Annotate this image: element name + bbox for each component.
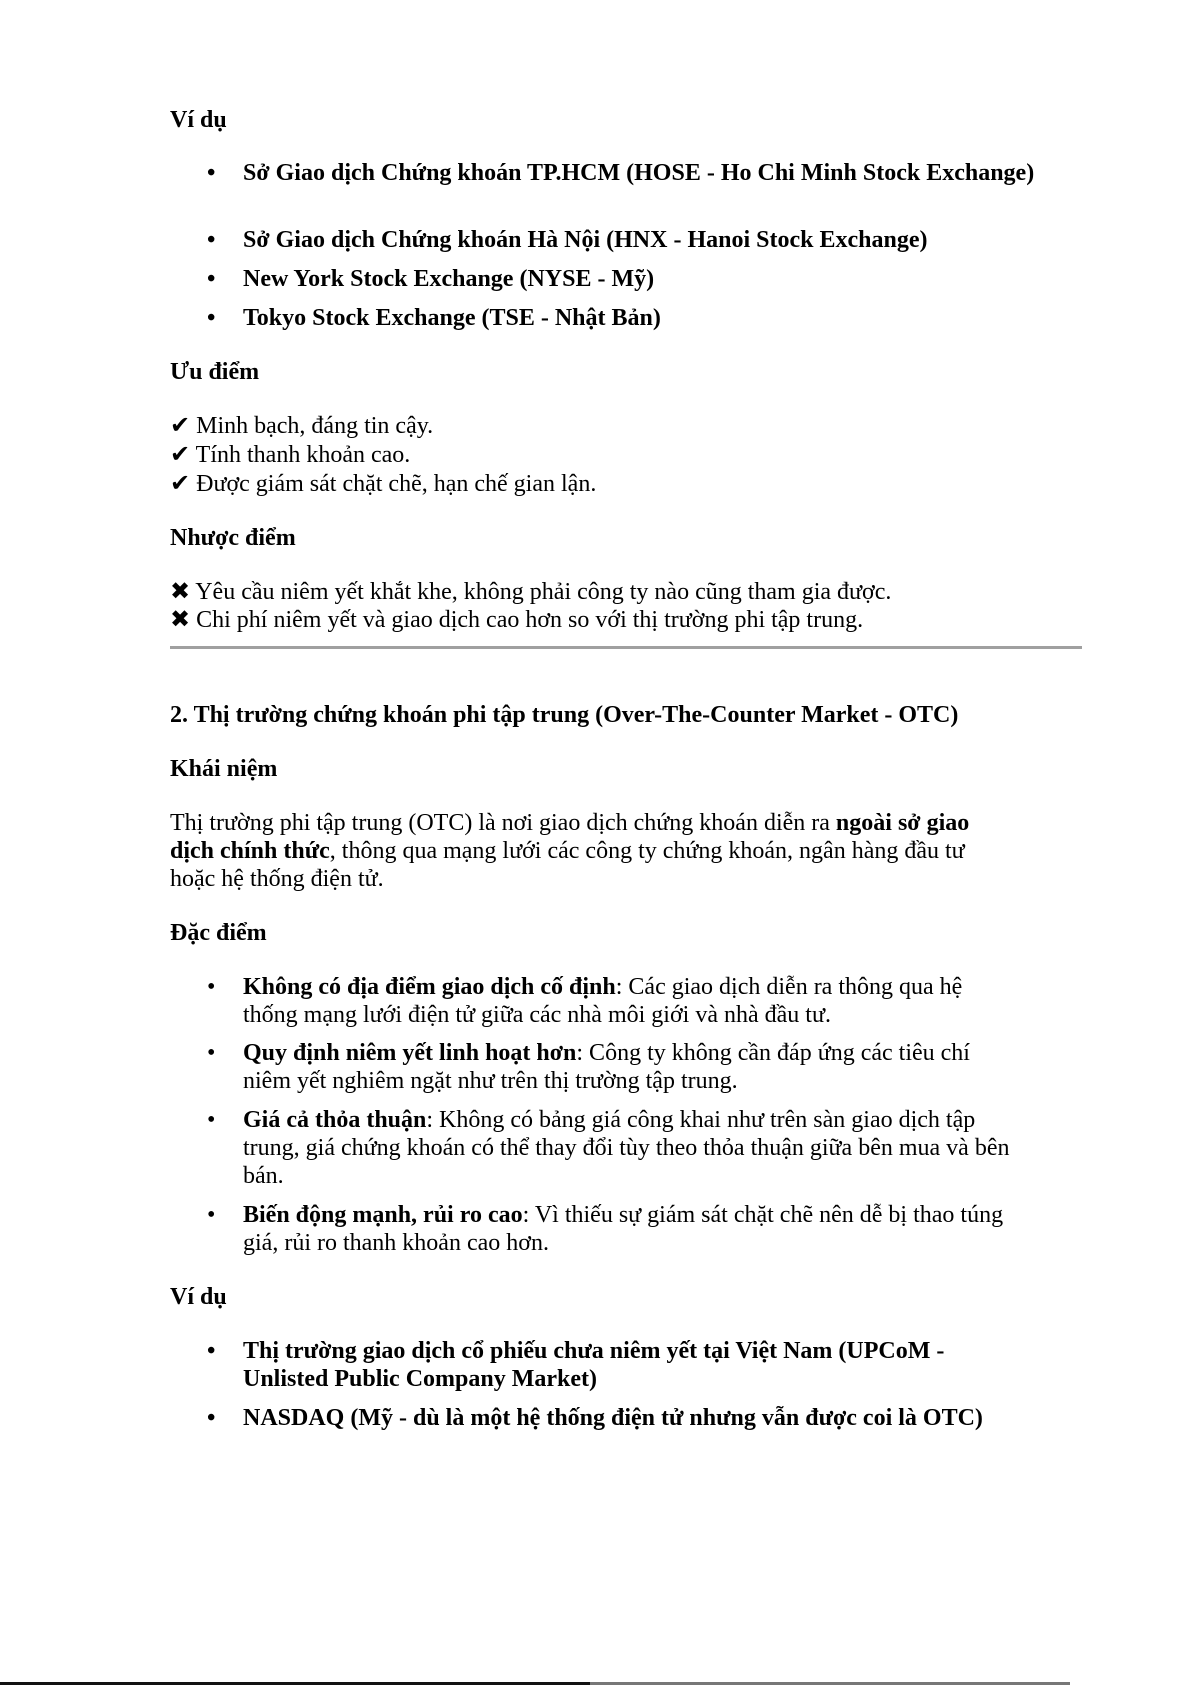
examples-heading: Ví dụ <box>170 1284 227 1310</box>
feature-title: Giá cả thỏa thuận <box>243 1107 427 1133</box>
feature-text: : Các giao dịch diễn ra thông qua hệ thống mạng lưới điện tử giữa các nhà môi giới và nhà đầu tư. <box>243 974 963 1028</box>
divider <box>170 646 1082 649</box>
features-heading: Đặc điểm <box>170 920 267 946</box>
feature-item <box>243 973 1003 1029</box>
examples-heading: Ví dụ <box>170 107 227 133</box>
feature-item <box>243 1106 1033 1190</box>
list-item: • NASDAQ (Mỹ - dù là một hệ thống điện tử nhưng vẫn được coi là OTC) <box>243 1404 1043 1432</box>
feature-text: : Vì thiếu sự giám sát chặt chẽ nên dễ bị thao túng giá, rủi ro thanh khoản cao hơn. <box>243 1202 1004 1256</box>
feature-title: Quy định niêm yết linh hoạt hơn <box>243 1040 577 1066</box>
pro-item: ✔ Tính thanh khoản cao. <box>170 442 411 468</box>
list-item: • Tokyo Stock Exchange (TSE - Nhật Bản) <box>243 304 1043 332</box>
concept-text: , thông qua mạng lưới các công ty chứng khoán, ngân hàng đầu tư hoặc hệ thống điện tử. <box>170 838 965 892</box>
feature-text: : Công ty không cần đáp ứng các tiêu chí niêm yết nghiêm ngặt như trên thị trường tập trung. <box>243 1040 970 1094</box>
feature-text: : Không có bảng giá công khai như trên sàn giao dịch tập trung, giá chứng khoán có thể thay đổi tùy theo thỏa thuận giữa bên mua và bên bán. <box>243 1107 1010 1189</box>
pros-heading: Ưu điểm <box>170 359 260 385</box>
pro-item: ✔ Được giám sát chặt chẽ, hạn chế gian lận. <box>170 471 597 497</box>
concept-emphasis: ngoài sở giao dịch chính thức <box>170 810 970 864</box>
concept-heading: Khái niệm <box>170 756 278 782</box>
con-item: ✖ Chi phí niêm yết và giao dịch cao hơn so với thị trường phi tập trung. <box>170 607 864 633</box>
list-item: • Thị trường giao dịch cổ phiếu chưa niêm yết tại Việt Nam (UPCoM - Unlisted Public Company Market) <box>243 1337 1003 1393</box>
pro-item: ✔ Minh bạch, đáng tin cậy. <box>170 413 434 439</box>
con-item: ✖ Yêu cầu niêm yết khắt khe, không phải công ty nào cũng tham gia được. <box>170 579 892 605</box>
feature-item <box>243 1201 1033 1257</box>
concept-text: Thị trường phi tập trung (OTC) là nơi giao dịch chứng khoán diễn ra <box>170 810 836 836</box>
feature-title: Biến động mạnh, rủi ro cao <box>243 1202 523 1228</box>
concept-paragraph <box>170 809 1000 893</box>
list-item: • Sở Giao dịch Chứng khoán TP.HCM (HOSE - Ho Chi Minh Stock Exchange) <box>243 159 1043 187</box>
feature-item <box>243 1039 1003 1095</box>
section-title: 2. Thị trường chứng khoán phi tập trung (Over-The-Counter Market - OTC) <box>170 702 959 728</box>
list-item: • Sở Giao dịch Chứng khoán Hà Nội (HNX - Hanoi Stock Exchange) <box>243 226 1043 254</box>
cons-heading: Nhược điểm <box>170 525 296 551</box>
list-item: • New York Stock Exchange (NYSE - Mỹ) <box>243 265 1043 293</box>
feature-title: Không có địa điểm giao dịch cố định <box>243 974 616 1000</box>
